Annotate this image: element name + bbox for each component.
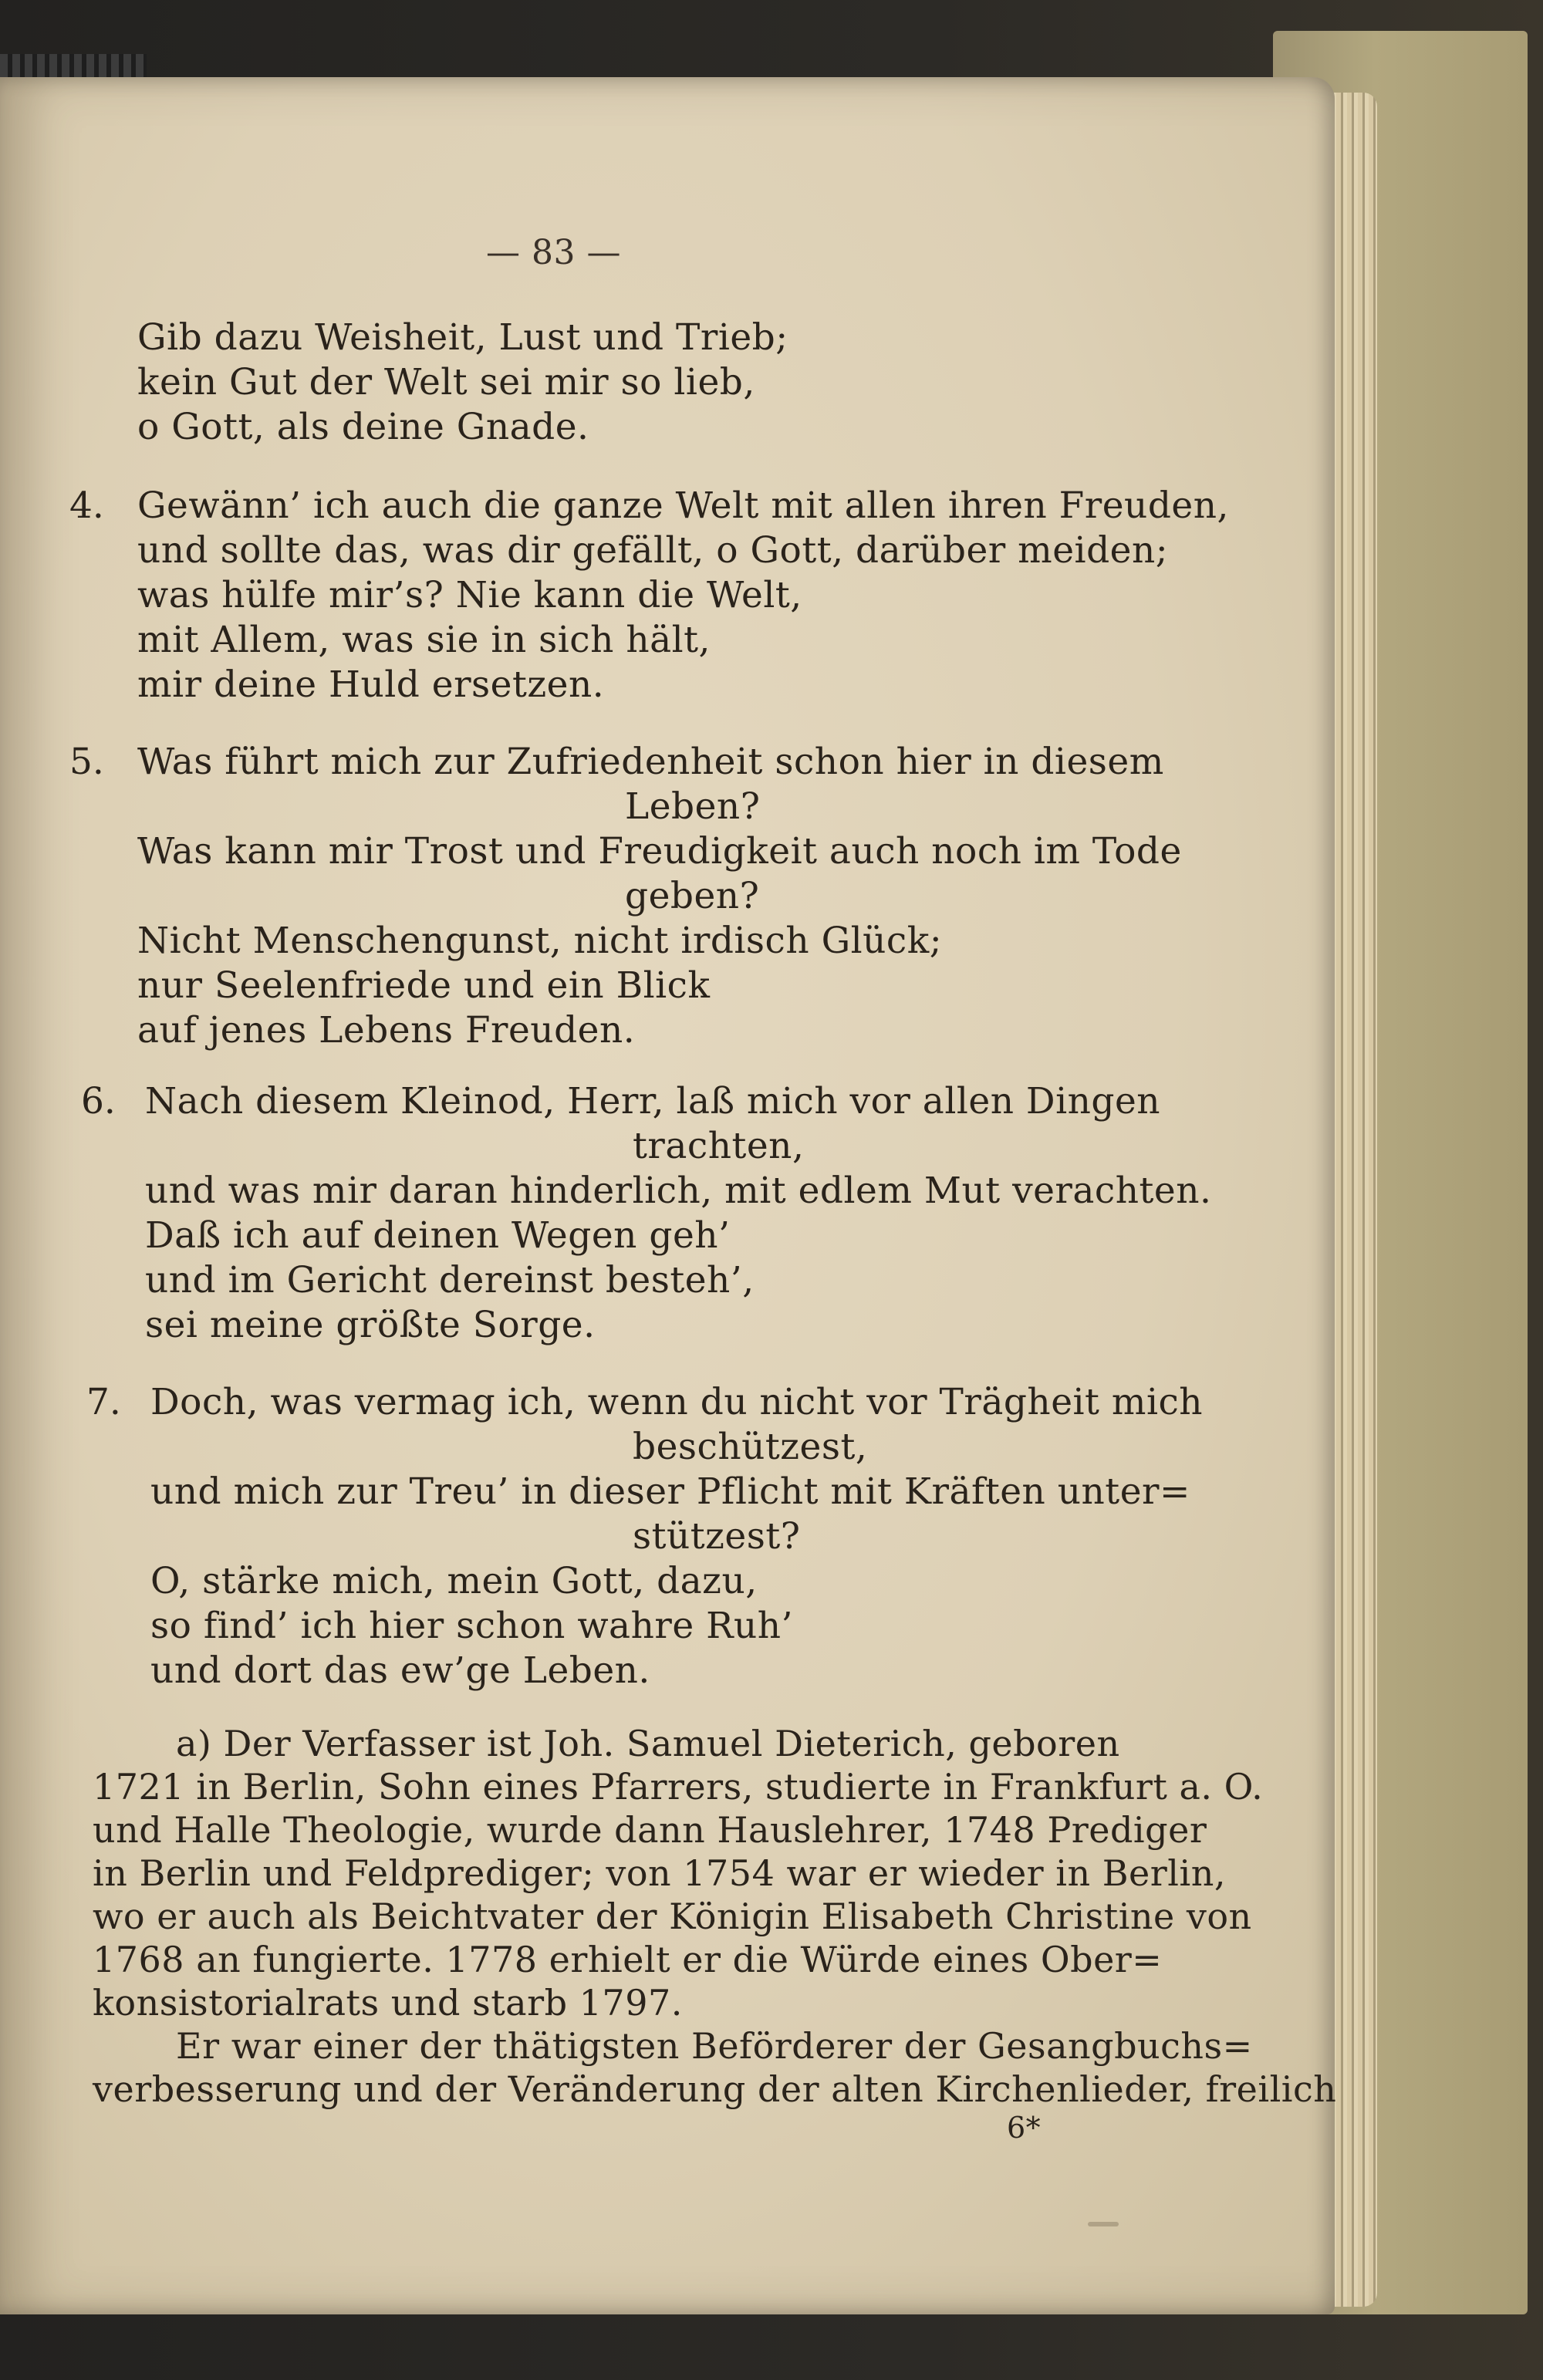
verse-line: auf jenes Lebens Freuden.: [137, 1009, 636, 1052]
verse-line: sei meine größte Sorge.: [145, 1304, 596, 1346]
verse-line: beschützest,: [633, 1426, 868, 1468]
footnote-line: wo er auch als Beichtvater der Königin Elisabeth Christine von: [93, 1896, 1252, 1937]
verse-line: kein Gut der Welt sei mir so lieb,: [137, 361, 755, 403]
footnote-line: verbesserung und der Veränderung der alten Kirchenlieder, freilich: [93, 2068, 1337, 2110]
verse-line: Nach diesem Kleinod, Herr, laß mich vor allen Dingen: [145, 1080, 1161, 1122]
footnote-line: 1768 an fungierte. 1778 erhielt er die Würde eines Ober=: [93, 1939, 1163, 1980]
verse-line: stützest?: [633, 1515, 801, 1558]
verse-line: Nicht Menschengunst, nicht irdisch Glück;: [137, 920, 943, 962]
verse-line: und sollte das, was dir gefällt, o Gott, darüber meiden;: [137, 529, 1169, 572]
footnote-line: und Halle Theologie, wurde dann Hauslehrer, 1748 Prediger: [93, 1809, 1207, 1851]
footnote-line: 1721 in Berlin, Sohn eines Pfarrers, studierte in Frankfurt a. O.: [93, 1766, 1264, 1808]
verse-line: und was mir daran hinderlich, mit edlem Mut verachten.: [145, 1170, 1212, 1212]
verse-line: O, stärke mich, mein Gott, dazu,: [150, 1560, 758, 1602]
verse-line: mit Allem, was sie in sich hält,: [137, 619, 711, 661]
verse-line: Gib dazu Weisheit, Lust und Trieb;: [137, 316, 788, 359]
verse-line: geben?: [625, 875, 760, 917]
verse-line: Daß ich auf deinen Wegen geh’: [145, 1214, 731, 1257]
verse-number: 5.: [69, 741, 104, 783]
verse-line: was hülfe mir’s? Nie kann die Welt,: [137, 574, 802, 616]
verse-line: Was führt mich zur Zufriedenheit schon hier in diesem: [137, 741, 1164, 783]
verse-line: Gewänn’ ich auch die ganze Welt mit allen ihren Freuden,: [137, 484, 1229, 527]
page-number: — 83 —: [486, 233, 621, 272]
footnote-line: konsistorialrats und starb 1797.: [93, 1982, 683, 2024]
verse-line: und im Gericht dereinst besteh’,: [145, 1259, 755, 1301]
verse-number: 4.: [69, 484, 104, 527]
footnote-line: in Berlin und Feldprediger; von 1754 war er wieder in Berlin,: [93, 1852, 1226, 1894]
ink-smudge: [1088, 2222, 1119, 2226]
verse-line: und dort das ew’ge Leben.: [150, 1649, 650, 1692]
verse-line: so find’ ich hier schon wahre Ruh’: [150, 1605, 793, 1647]
footnote-line: a) Der Verfasser ist Joh. Samuel Dieterich, geboren: [176, 1723, 1120, 1764]
verse-line: und mich zur Treu’ in dieser Pflicht mit Kräften unter=: [150, 1470, 1190, 1513]
verse-line: Doch, was vermag ich, wenn du nicht vor Trägheit mich: [150, 1381, 1204, 1423]
verse-line: o Gott, als deine Gnade.: [137, 406, 589, 448]
verse-line: nur Seelenfriede und ein Blick: [137, 964, 711, 1007]
footnote-line: Er war einer der thätigsten Beförderer der Gesangbuchs=: [176, 2025, 1253, 2067]
verse-number: 6.: [81, 1080, 116, 1122]
verse-line: Was kann mir Trost und Freudigkeit auch noch im Tode: [137, 830, 1182, 873]
verse-line: trachten,: [633, 1125, 805, 1167]
verse-line: Leben?: [625, 785, 761, 828]
verse-number: 7.: [86, 1381, 121, 1423]
signature-mark: 6*: [1007, 2111, 1042, 2145]
book-page: [0, 77, 1335, 2314]
verse-line: mir deine Huld ersetzen.: [137, 663, 605, 706]
